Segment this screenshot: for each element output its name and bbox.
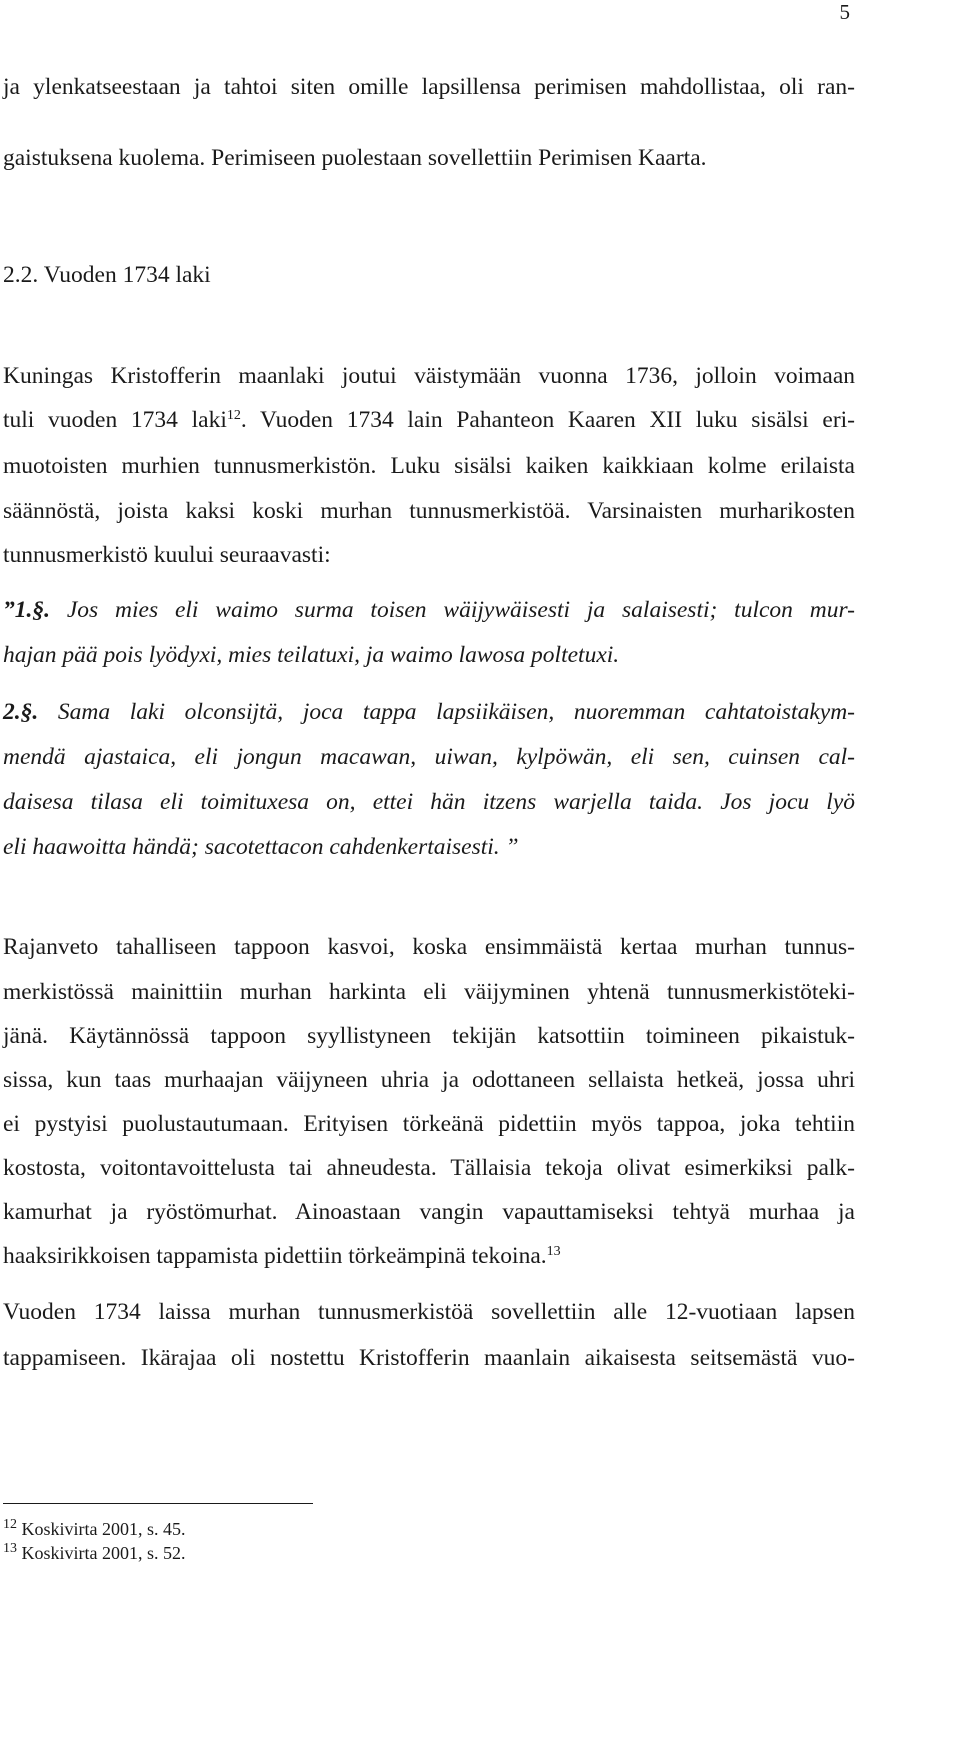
section-heading: 2.2. Vuoden 1734 laki — [3, 262, 211, 288]
footnote — [3, 1518, 186, 1540]
line-text: haaksirikkoisen tappamista pidettiin törkeämpinä tekoina. — [3, 1243, 547, 1269]
footnote-ref: 12 — [226, 408, 241, 423]
body-line: ja ylenkatseestaan ja tahtoi siten omille lapsillensa perimisen mahdollistaa, oli ran- — [3, 74, 855, 100]
footnote-divider — [3, 1503, 313, 1504]
quote-line — [3, 697, 855, 727]
section-mark: 2.§. — [3, 699, 39, 725]
footnote-number: 13 — [3, 1541, 17, 1556]
body-line: kamurhat ja ryöstömurhat. Ainoastaan vangin vapauttamiseksi tehtyä murhaa ja — [3, 1199, 855, 1225]
body-line: gaistuksena kuolema. Perimiseen puolestaan sovellettiin Perimisen Kaarta. — [3, 145, 707, 171]
body-line: kostosta, voitontavoittelusta tai ahneudesta. Tällaisia tekoja olivat esimerkiksi palk- — [3, 1155, 855, 1181]
page-number: 5 — [839, 0, 850, 24]
quote-line: mendä ajastaica, eli jongun macawan, uiwan, kylpöwän, eli sen, cuinsen cal- — [3, 744, 855, 770]
body-line: ei pystyisi puolustautumaan. Erityisen törkeänä pidettiin myös tappoa, joka tehtiin — [3, 1111, 855, 1137]
line-text: Sama laki olconsijtä, joca tappa lapsiikäisen, nuoremman cahtatoistakym- — [38, 699, 855, 725]
body-line: tappamiseen. Ikärajaa oli nostettu Kristofferin maanlain aikaisesta seitsemästä vuo- — [3, 1345, 855, 1371]
body-line: tunnusmerkistö kuului seuraavasti: — [3, 542, 331, 568]
footnote-ref: 13 — [546, 1244, 561, 1259]
body-line: Vuoden 1734 laissa murhan tunnusmerkistöä sovellettiin alle 12-vuotiaan lapsen — [3, 1299, 855, 1325]
body-line: Kuningas Kristofferin maanlaki joutui väistymään vuonna 1736, jolloin voimaan — [3, 363, 855, 389]
footnote-text: Koskivirta 2001, s. 52. — [17, 1543, 186, 1563]
footnote-number: 12 — [3, 1517, 17, 1532]
body-line: jänä. Käytännössä tappoon syyllistyneen tekijän katsottiin toimineen pikaistuk- — [3, 1023, 855, 1049]
body-line — [3, 1241, 561, 1271]
section-mark: ”1.§. — [3, 597, 50, 623]
footnote-text: Koskivirta 2001, s. 45. — [17, 1519, 186, 1539]
body-line: Rajanveto tahalliseen tappoon kasvoi, koska ensimmäistä kertaa murhan tunnus- — [3, 934, 855, 960]
line-text: Jos mies eli waimo surma toisen wäijywäisesti ja salaisesti; tulcon mur- — [50, 597, 855, 623]
body-line: sissa, kun taas murhaajan väijyneen uhria ja odottaneen sellaista hetkeä, jossa uhri — [3, 1067, 855, 1093]
body-line: muotoisten murhien tunnusmerkistön. Luku sisälsi kaiken kaikkiaan kolme erilaista — [3, 453, 855, 479]
body-line: merkistössä mainittiin murhan harkinta eli väijyminen yhtenä tunnusmerkistöteki- — [3, 979, 855, 1005]
quote-line: eli haawoitta händä; sacotettacon cahdenkertaisesti. ” — [3, 834, 519, 860]
body-line: säännöstä, joista kaksi koski murhan tunnusmerkistöä. Varsinaisten murharikosten — [3, 498, 855, 524]
quote-line: daisesa tilasa eli toimituxesa on, ettei hän itzens warjella taida. Jos jocu lyö — [3, 789, 855, 815]
quote-line: hajan pää pois lyödyxi, mies teilatuxi, ja waimo lawosa poltetuxi. — [3, 642, 620, 668]
line-text: . Vuoden 1734 lain Pahanteon Kaaren XII luku sisälsi eri- — [240, 407, 856, 433]
footnote — [3, 1542, 186, 1564]
quote-line — [3, 595, 855, 625]
line-text: tuli vuoden 1734 laki — [3, 407, 227, 433]
body-line — [3, 405, 855, 435]
